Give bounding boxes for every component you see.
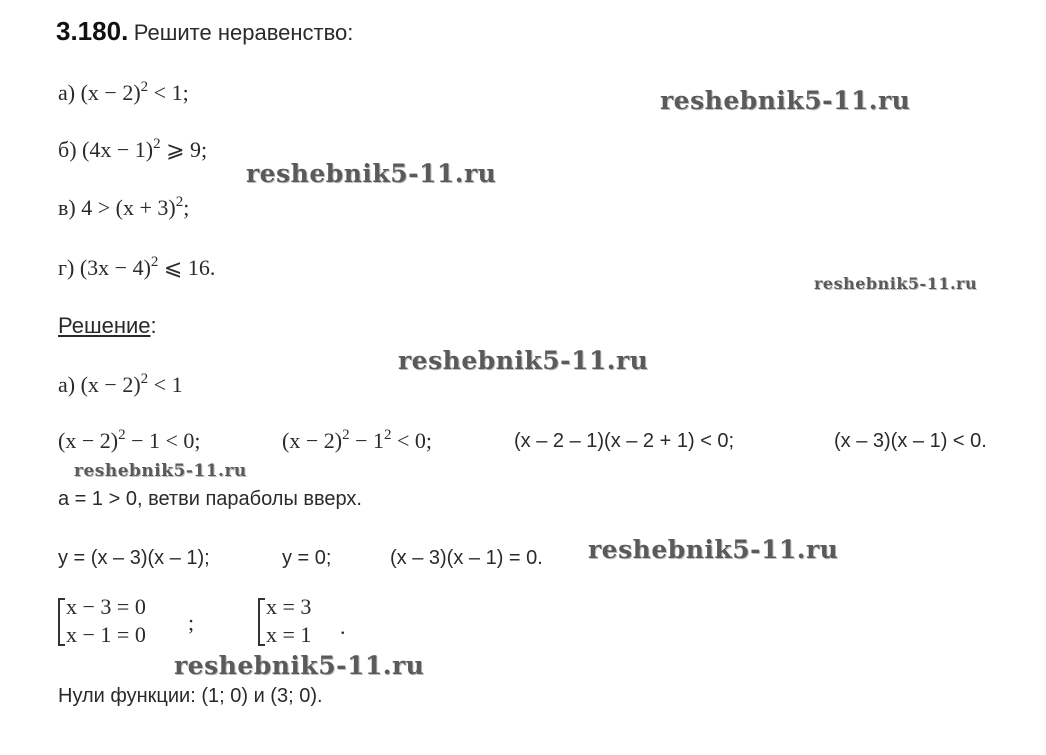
- watermark-5: reshebnik5-11.ru: [74, 461, 247, 481]
- func-equation: (x – 3)(x – 1) = 0.: [390, 547, 543, 569]
- problem-item-c: в) $4 > (x + 3)^2$;: [58, 194, 190, 220]
- problem-item-a: а) $(x - 2)^2 < 1$;: [58, 79, 189, 105]
- watermark-7: reshebnik5-11.ru: [174, 651, 425, 680]
- system2-end: .: [340, 614, 346, 639]
- step-2: $(x - 2)^2 - 1^2 < 0$;: [282, 427, 433, 453]
- system1-eq2: x − 1 = 0: [66, 622, 146, 647]
- zeros-line: Нули функции: (1; 0) и (3; 0).: [58, 685, 323, 707]
- watermark-4: reshebnik5-11.ru: [398, 346, 649, 375]
- system1-bracket: [58, 598, 65, 646]
- system1-sep: ;: [188, 610, 195, 635]
- watermark-3: reshebnik5-11.ru: [814, 274, 978, 293]
- problem-number: 3.180.: [56, 16, 129, 46]
- problem-title: [56, 18, 353, 46]
- func-def: y = (x – 3)(x – 1);: [58, 547, 210, 569]
- func-zero: y = 0;: [282, 547, 332, 569]
- step-3: (x – 2 – 1)(x – 2 + 1) < 0;: [514, 430, 735, 452]
- problem-item-b: б) $(4x - 1)^2$ ⩾ 9;: [58, 136, 208, 162]
- problem-instruction: Решите неравенство:: [133, 20, 354, 45]
- step-1: $(x - 2)^2 - 1 < 0$;: [58, 427, 201, 453]
- solution-part-a-label: а) $(x - 2)^2 < 1$: [58, 371, 183, 397]
- problem-item-d: г) $(3x - 4)^2$ ⩽ 16.: [58, 254, 216, 280]
- solution-heading: Решение:: [58, 313, 157, 338]
- system2-eq2: x = 1: [266, 622, 312, 647]
- watermark-6: reshebnik5-11.ru: [588, 535, 839, 564]
- step-4: (x – 3)(x – 1) < 0.: [834, 430, 987, 452]
- system1-eq1: x − 3 = 0: [66, 594, 146, 619]
- watermark-1: reshebnik5-11.ru: [660, 86, 911, 115]
- system2-bracket: [258, 598, 265, 646]
- system2-eq1: x = 3: [266, 594, 312, 619]
- branches-note: a = 1 > 0, ветви параболы вверх.: [58, 488, 362, 510]
- watermark-2: reshebnik5-11.ru: [246, 159, 497, 188]
